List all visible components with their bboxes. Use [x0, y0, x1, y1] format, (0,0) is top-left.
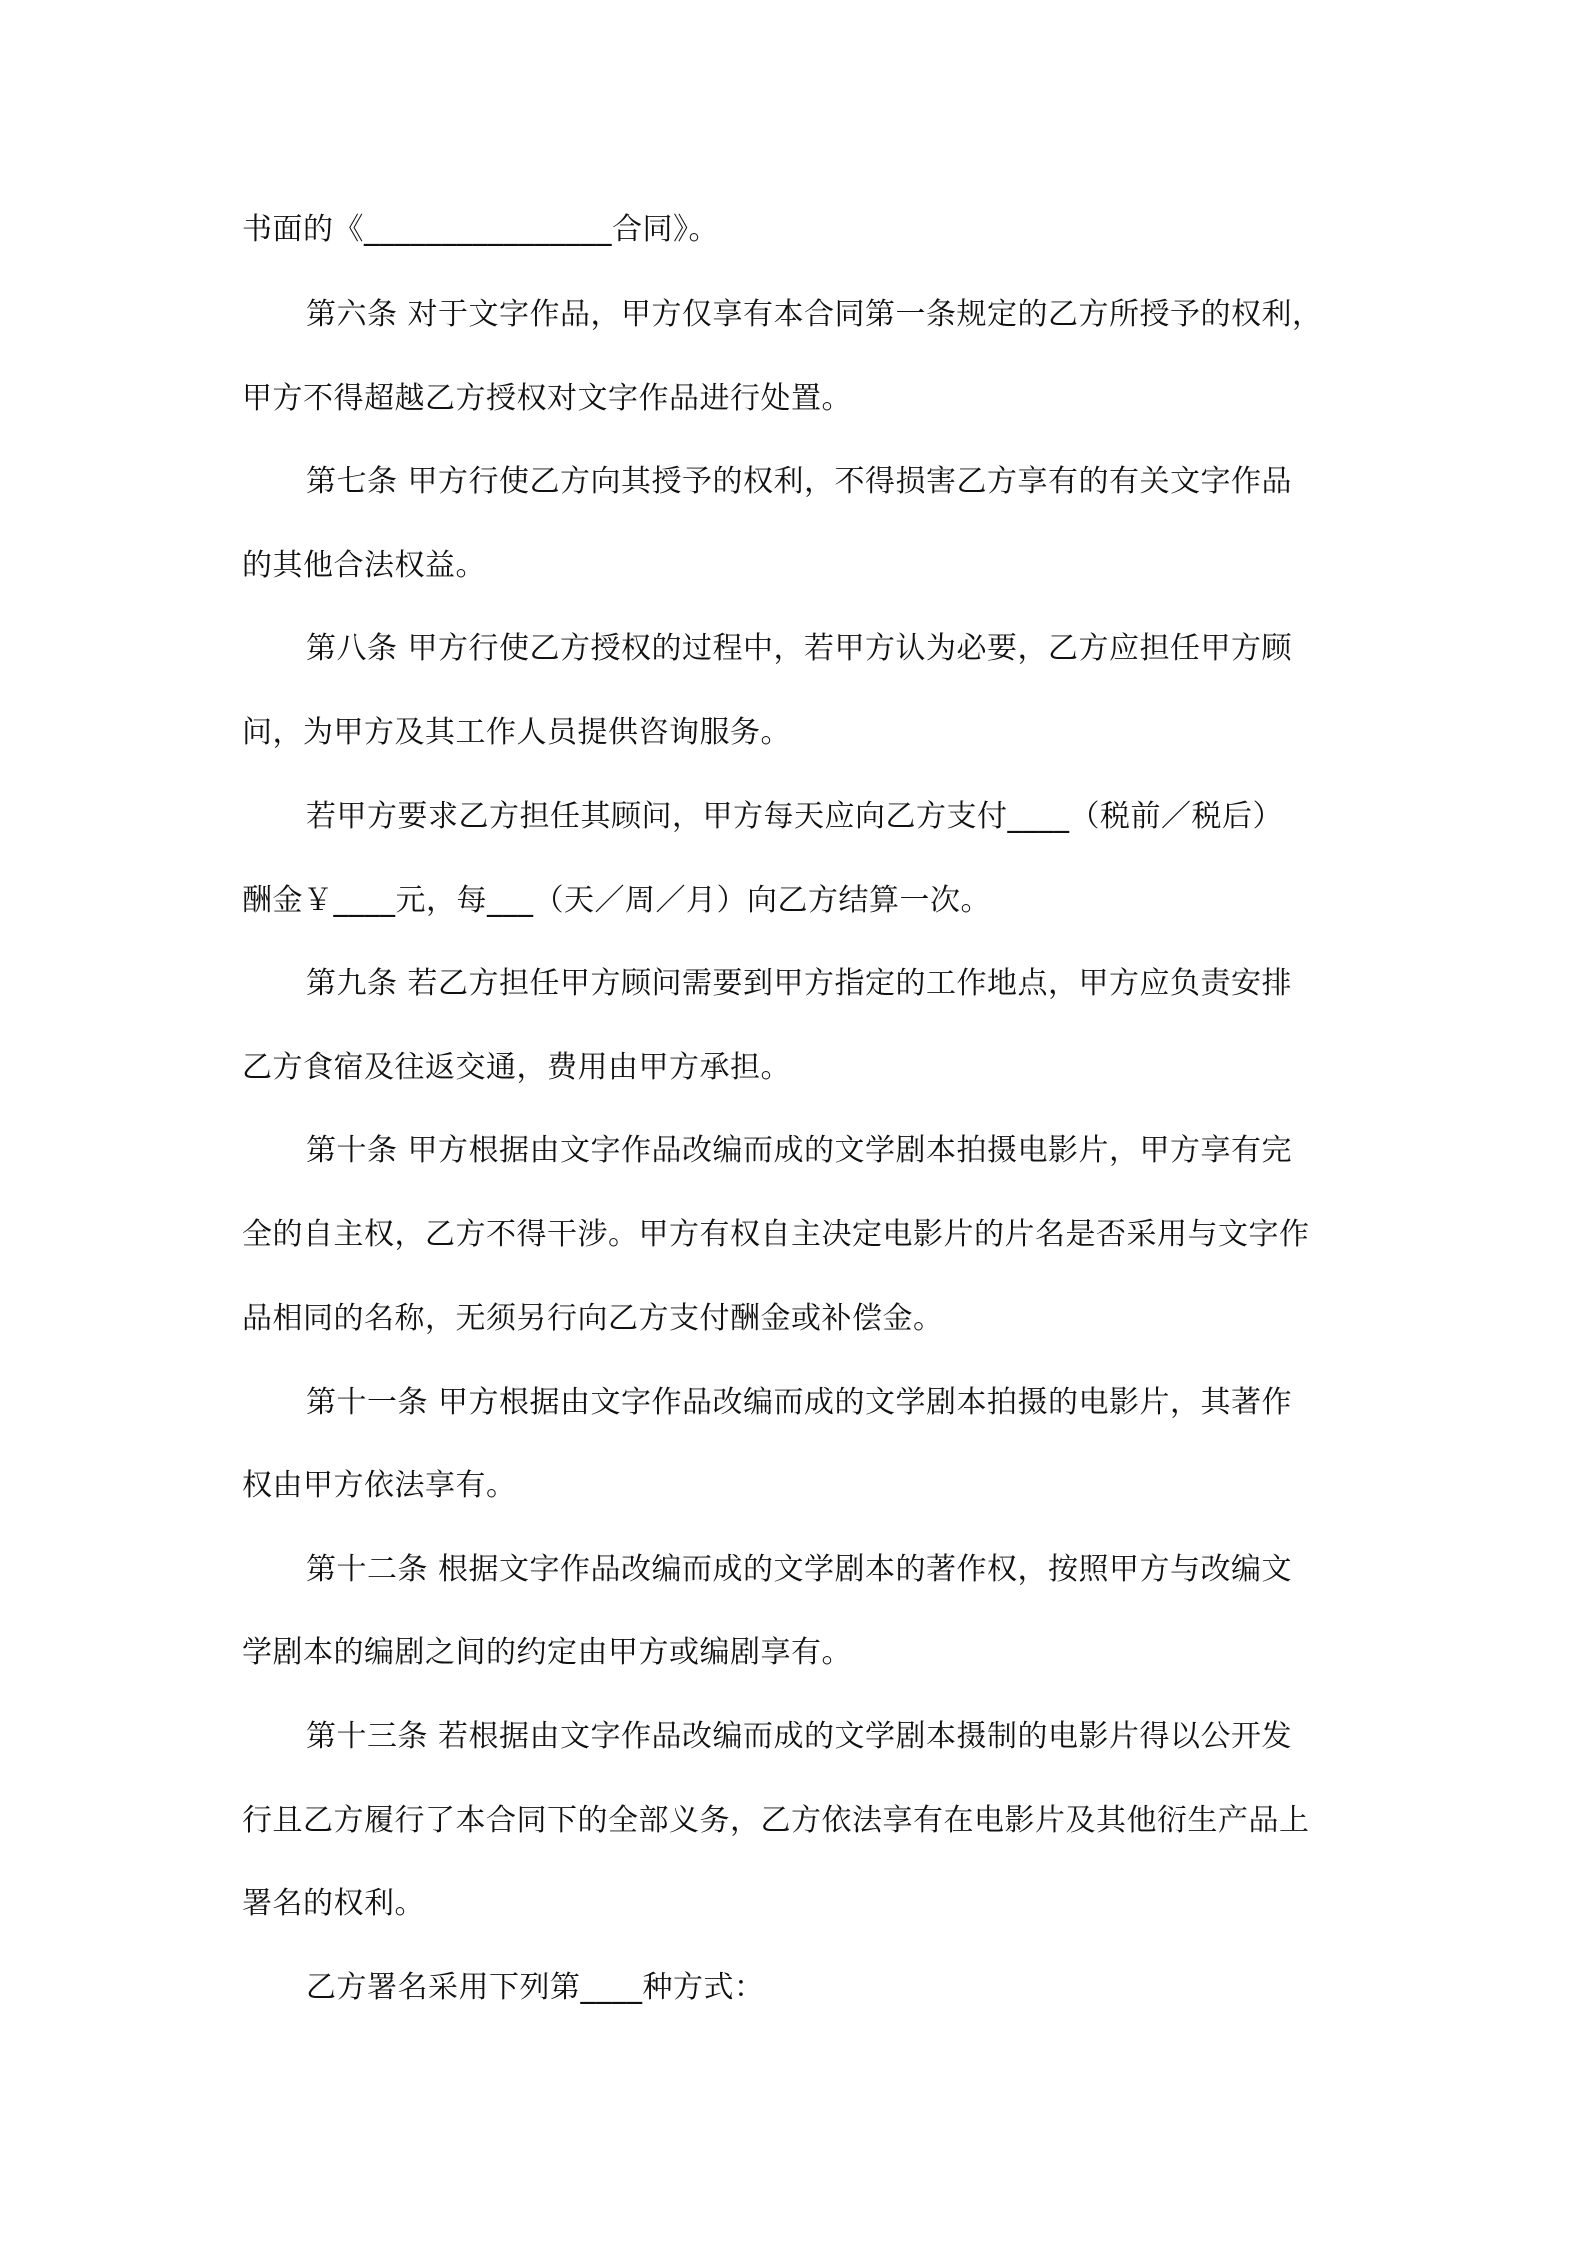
- article-8-line-1: 第八条 甲方行使乙方授权的过程中，若甲方认为必要，乙方应担任甲方顾: [306, 631, 1293, 666]
- article-10-line-2: 全的自主权，乙方不得干涉。甲方有权自主决定电影片的片名是否采用与文字作: [242, 1217, 1310, 1252]
- article-13-line-1: 第十三条 若根据由文字作品改编而成的文学剧本摄制的电影片得以公开发: [306, 1719, 1293, 1754]
- article-9-line-1: 第九条 若乙方担任甲方顾问需要到甲方指定的工作地点，甲方应负责安排: [306, 966, 1293, 1001]
- article-10-line-1: 第十条 甲方根据由文字作品改编而成的文学剧本拍摄电影片，甲方享有完: [306, 1133, 1293, 1168]
- article-7-line-2: 的其他合法权益。: [242, 548, 486, 583]
- text-line: 书面的《________________合同》。: [242, 212, 719, 247]
- article-13-line-2: 行且乙方履行了本合同下的全部义务，乙方依法享有在电影片及其他衍生产品上: [242, 1803, 1310, 1838]
- article-10-line-3: 品相同的名称，无须另行向乙方支付酬金或补偿金。: [242, 1301, 944, 1336]
- article-11-line-2: 权由甲方依法享有。: [242, 1468, 517, 1503]
- article-13-line-3: 署名的权利。: [242, 1886, 425, 1921]
- article-6-line-1: 第六条 对于文字作品，甲方仅享有本合同第一条规定的乙方所授予的权利，: [306, 297, 1323, 332]
- signature-method-line: 乙方署名采用下列第____种方式：: [306, 1970, 765, 2005]
- article-12-line-2: 学剧本的编剧之间的约定由甲方或编剧享有。: [242, 1635, 852, 1670]
- consultant-fee-line-2: 酬金￥____元，每___（天／周／月）向乙方结算一次。: [242, 883, 991, 918]
- article-6-line-2: 甲方不得超越乙方授权对文字作品进行处置。: [242, 381, 852, 416]
- article-12-line-1: 第十二条 根据文字作品改编而成的文学剧本的著作权，按照甲方与改编文: [306, 1552, 1293, 1587]
- article-9-line-2: 乙方食宿及往返交通，费用由甲方承担。: [242, 1050, 791, 1085]
- article-7-line-1: 第七条 甲方行使乙方向其授予的权利，不得损害乙方享有的有关文字作品: [306, 464, 1293, 499]
- consultant-fee-line-1: 若甲方要求乙方担任其顾问，甲方每天应向乙方支付____（税前／税后）: [306, 799, 1283, 834]
- article-8-line-2: 问，为甲方及其工作人员提供咨询服务。: [242, 715, 791, 750]
- article-11-line-1: 第十一条 甲方根据由文字作品改编而成的文学剧本拍摄的电影片，其著作: [306, 1385, 1293, 1420]
